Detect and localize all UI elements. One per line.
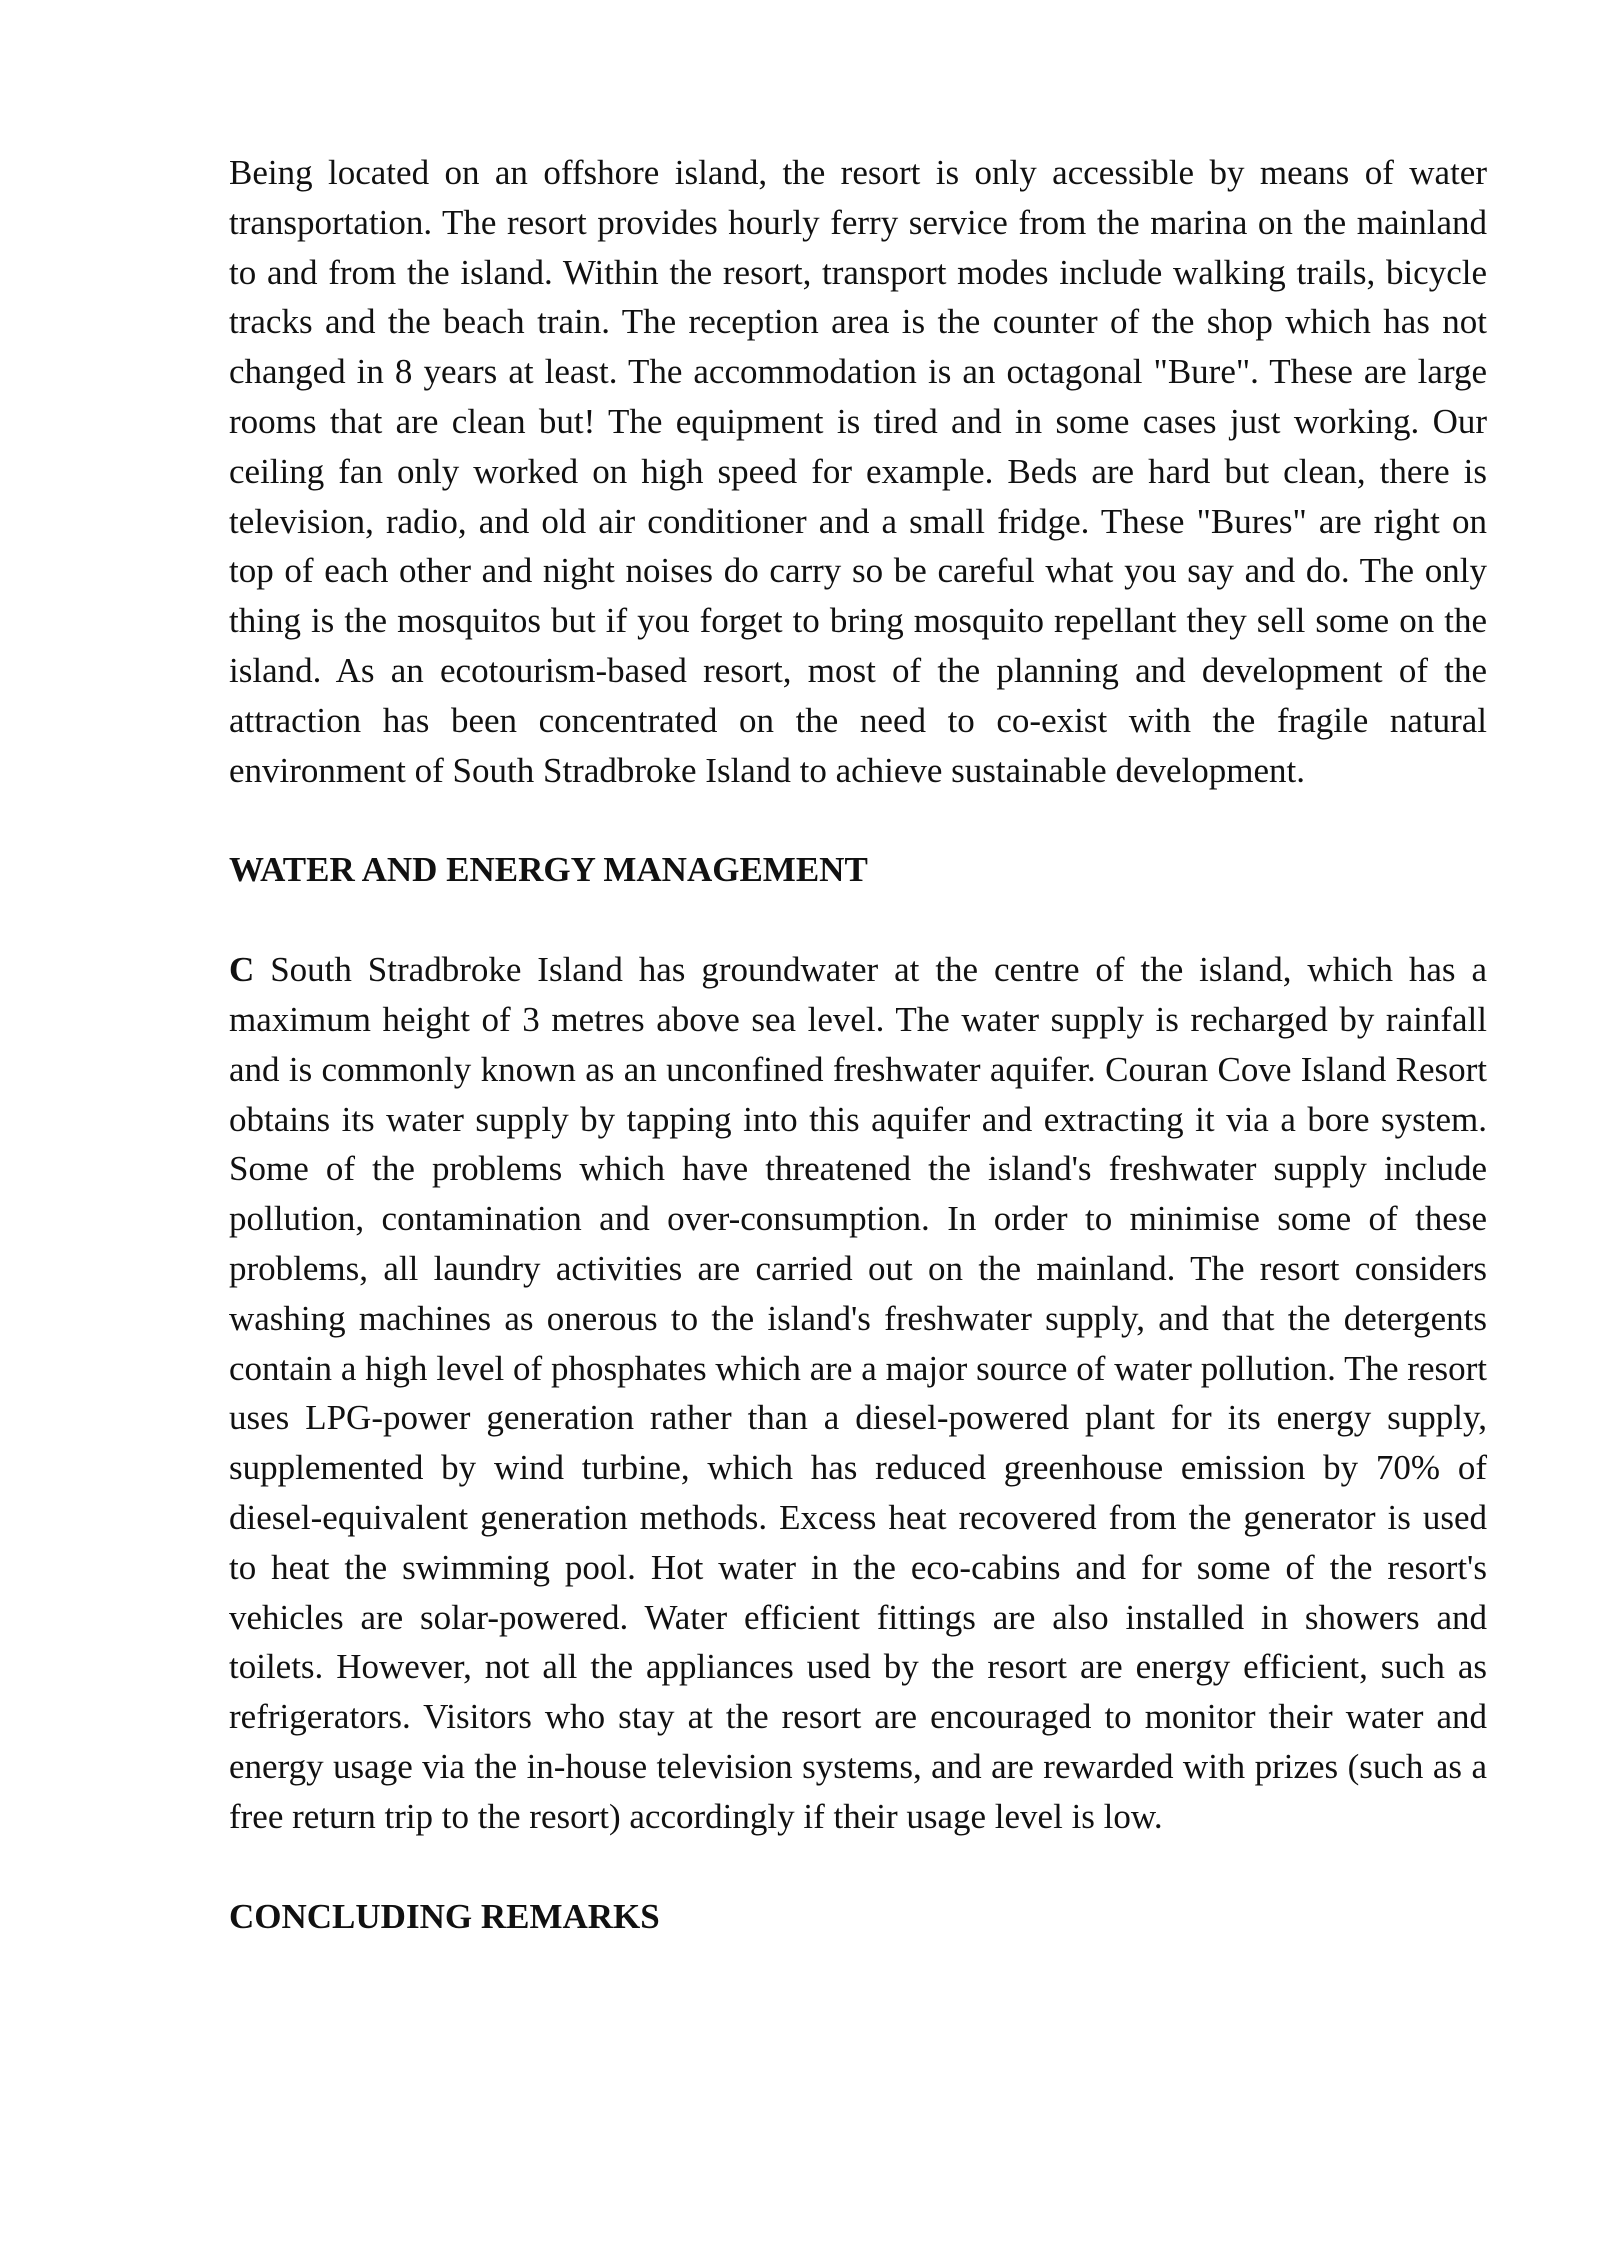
document-page xyxy=(229,148,1487,1941)
heading-concluding-remarks: CONCLUDING REMARKS xyxy=(229,1896,660,1936)
spacer xyxy=(229,1842,1487,1892)
heading-water-energy: WATER AND ENERGY MANAGEMENT xyxy=(229,850,868,890)
spacer xyxy=(229,795,1487,845)
spacer xyxy=(229,895,1487,945)
paragraph-label: C xyxy=(229,950,255,990)
water-energy-body: South Stradbroke Island has groundwater at the centre of the island, which has a maximum height of 3 metres above sea level. The water supply is recharged by rainfall and is commonly known as an unconfined freshwater aquifer. Couran Cove Island Resort obtains its water supply by tapping into this aquifer and extracting it via a bore system. Some of the problems which have threatened the island's freshwater supply include pollution, contamination and over-consumption. In order to minimise some of these problems, all laundry activities are carried out on the mainland. The resort considers washing machines as onerous to the island's freshwater supply, and that the detergents contain a high level of phosphates which are a major source of water pollution. The resort uses LPG-power generation rather than a diesel-powered plant for its energy supply, supplemented by wind turbine, which has reduced greenhouse emission by 70% of diesel-equivalent generation methods. Excess heat recovered from the generator is used to heat the swimming pool. Hot water in the eco-cabins and for some of the resort's vehicles are solar-powered. Water efficient fittings are also installed in showers and toilets. However, not all the appliances used by the resort are energy efficient, such as refrigerators. Visitors who stay at the resort are encouraged to monitor their water and energy usage via the in-house television systems, and are rewarded with prizes (such as a free return trip to the resort) accordingly if their usage level is low. xyxy=(229,950,1487,1836)
water-energy-paragraph xyxy=(229,945,1487,1841)
intro-paragraph: Being located on an offshore island, the resort is only accessible by means of water transportation. The resort provides hourly ferry service from the marina on the mainland to and from the island. Within the resort, transport modes include walking trails, bicycle tracks and the beach train. The reception area is the counter of the shop which has not changed in 8 years at least. The accommodation is an octagonal "Bure". These are large rooms that are clean but! The equipment is tired and in some cases just working. Our ceiling fan only worked on high speed for example. Beds are hard but clean, there is television, radio, and old air conditioner and a small fridge. These "Bures" are right on top of each other and night noises do carry so be careful what you say and do. The only thing is the mosquitos but if you forget to bring mosquito repellant they sell some on the island. As an ecotourism-based resort, most of the planning and development of the attraction has been concentrated on the need to co-exist with the fragile natural environment of South Stradbroke Island to achieve sustainable development. xyxy=(229,153,1487,790)
